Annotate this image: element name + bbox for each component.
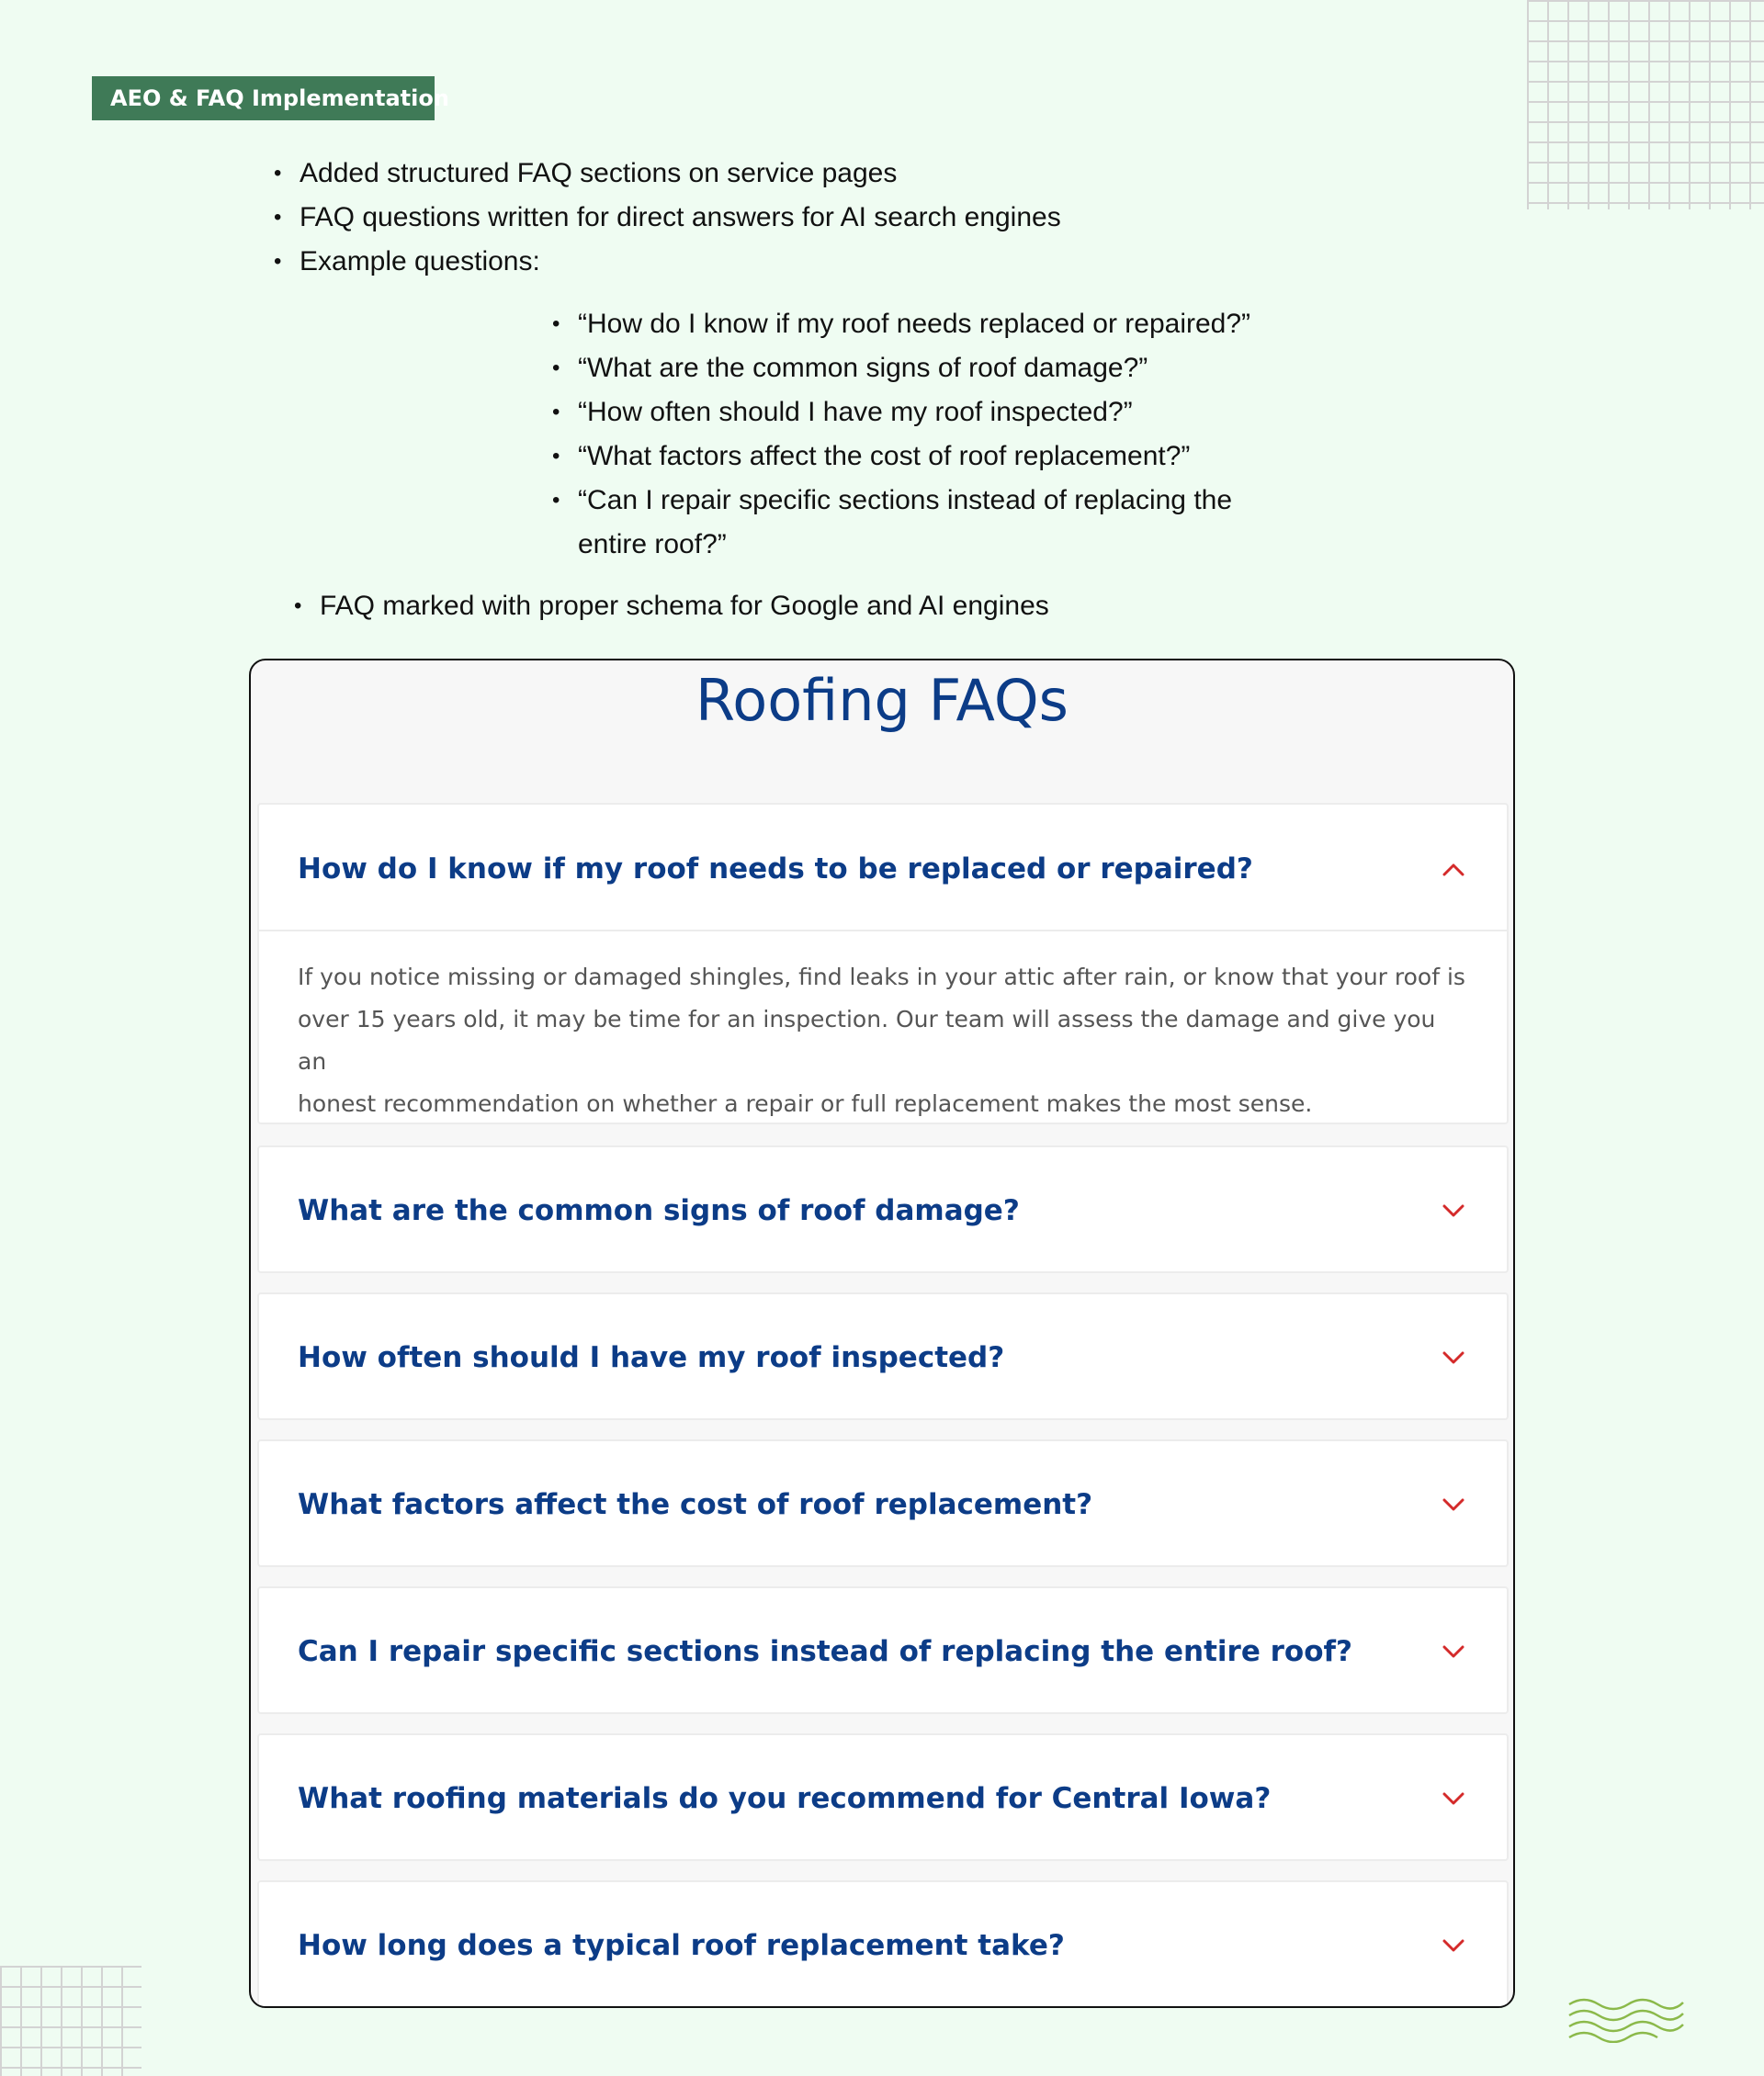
chevron-down-icon[interactable]	[1442, 1645, 1464, 1658]
example-question: • “How do I know if my roof needs replaced or repaired?”	[578, 302, 1250, 346]
example-question: • “How often should I have my roof inspected?”	[578, 390, 1133, 434]
bullet-item: • Example questions:	[300, 240, 540, 284]
faq-item[interactable]	[257, 1439, 1509, 1567]
chevron-up-icon[interactable]	[1442, 863, 1464, 876]
faq-item[interactable]	[257, 1586, 1509, 1714]
bullet-item: • FAQ questions written for direct answers for AI search engines	[300, 196, 1061, 240]
faq-answer-line: over 15 years old, it may be time for an inspection. Our team will assess the damage and give you an	[298, 1006, 1436, 1075]
faq-title: Roofing FAQs	[695, 667, 1069, 734]
section-tag: AEO & FAQ Implementation	[92, 76, 435, 120]
faq-question[interactable]: Can I repair specific sections instead of replacing the entire roof?	[298, 1635, 1352, 1668]
example-question: • “What factors affect the cost of roof replacement?”	[578, 434, 1190, 479]
faq-question[interactable]: How do I know if my roof needs to be replaced or repaired?	[298, 852, 1253, 886]
faq-question[interactable]: How often should I have my roof inspected?	[298, 1341, 1005, 1374]
faq-item	[257, 803, 1509, 1124]
decorative-waves-icon	[1567, 1995, 1685, 2043]
divider	[259, 930, 1507, 931]
faq-answer	[298, 956, 1470, 1125]
faq-question[interactable]: What roofing materials do you recommend for Central Iowa?	[298, 1782, 1272, 1815]
example-question-continued: entire roof?”	[578, 529, 727, 559]
chevron-down-icon[interactable]	[1442, 1498, 1464, 1511]
faq-question[interactable]: How long does a typical roof replacement take?	[298, 1929, 1065, 1962]
example-question: • “What are the common signs of roof damage?”	[578, 346, 1148, 390]
chevron-down-icon[interactable]	[1442, 1204, 1464, 1217]
chevron-down-icon[interactable]	[1442, 1939, 1464, 1952]
faq-item[interactable]	[257, 1880, 1509, 2008]
bullet-item: • Added structured FAQ sections on service pages	[300, 152, 897, 196]
faq-item[interactable]	[257, 1733, 1509, 1861]
faq-item[interactable]	[257, 1145, 1509, 1273]
faq-question[interactable]: What factors affect the cost of roof replacement?	[298, 1488, 1093, 1521]
faq-item[interactable]	[257, 1292, 1509, 1420]
faq-answer-line: If you notice missing or damaged shingles, find leaks in your attic after rain, or know that your roof is	[298, 964, 1465, 990]
example-question: • “Can I repair specific sections instead of replacing the	[578, 479, 1232, 523]
bullet-item-schema: • FAQ marked with proper schema for Google and AI engines	[320, 584, 1049, 628]
faq-answer-line: honest recommendation on whether a repair or full replacement makes the most sense.	[298, 1090, 1313, 1117]
chevron-down-icon[interactable]	[1442, 1351, 1464, 1364]
decorative-grid-top-right	[1527, 0, 1764, 209]
chevron-down-icon[interactable]	[1442, 1792, 1464, 1805]
faq-panel	[249, 659, 1515, 2008]
faq-question[interactable]: What are the common signs of roof damage?	[298, 1194, 1020, 1227]
decorative-grid-bottom-left	[0, 1966, 141, 2076]
